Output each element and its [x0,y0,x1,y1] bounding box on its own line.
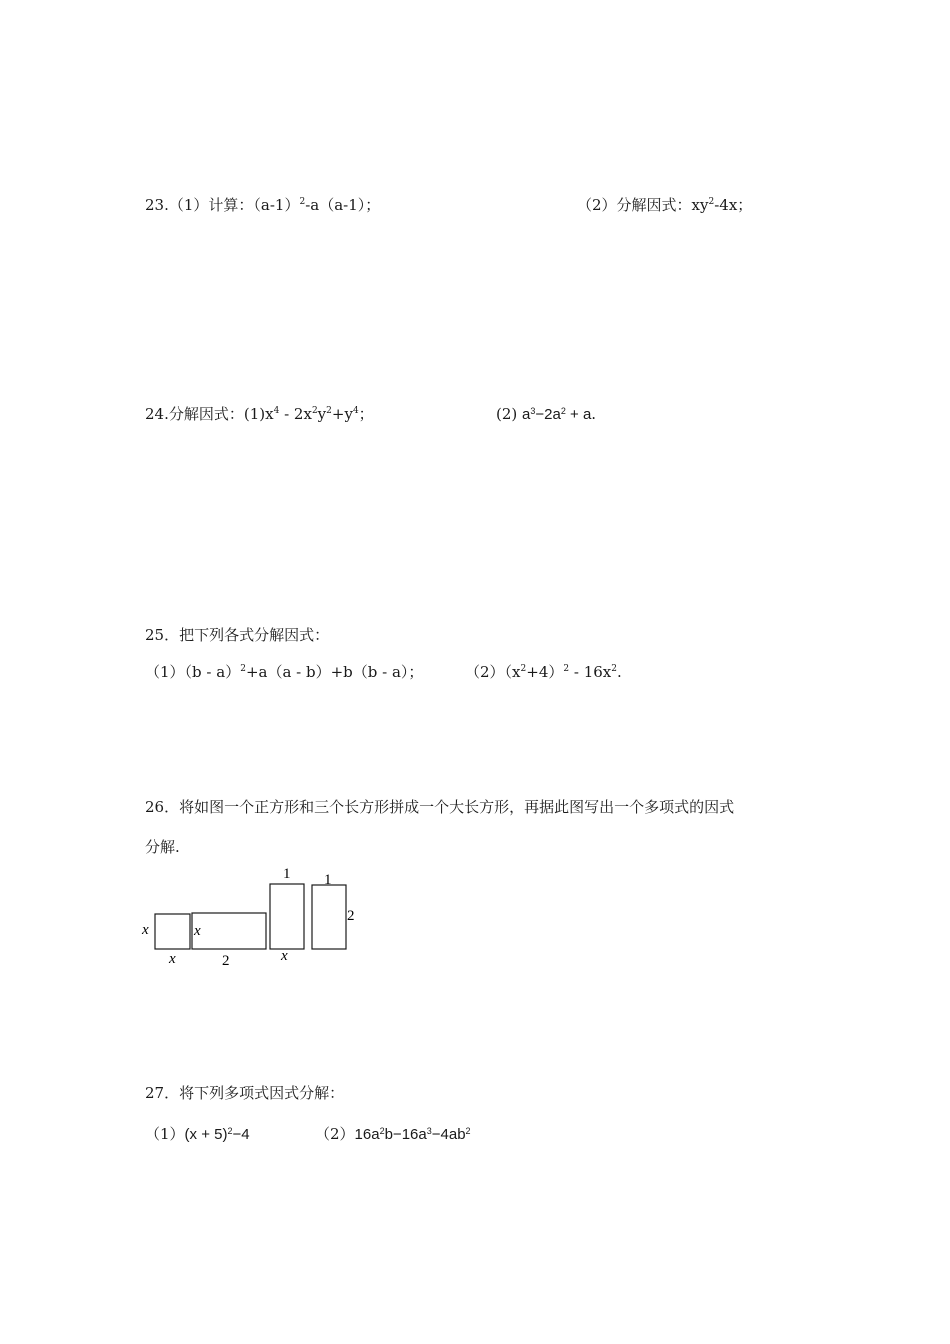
rect1-left-label: x [194,923,201,939]
question-23 [145,195,380,215]
question-27-part2: $(2)16a^2b-16a^3-4ab^2$ [315,1125,471,1143]
question-25-title: 25．把下列各式分解因式： [145,626,330,644]
question-25-part1: （1）（b - a）$^2$+a（a - b）+b（b - a）； [145,663,424,681]
question-27-part1: $(1)(x + 5)^2-4$ [145,1125,250,1143]
rect2-top-label: 1 [283,866,291,882]
rect2-bottom-label: x [281,948,288,964]
question-26-text-line1: 26．将如图一个正方形和三个长方形拼成一个大长方形，再据此图写出一个多项式的因式 [145,798,735,816]
question-number: 24. [145,405,169,423]
square-left-label: x [142,922,149,938]
question-24-part2: (2) $a^3-2a^2 + a$. [496,405,597,423]
q24-part1: $(1)x^4 - 2x^2y^2+y^4$； [243,405,374,423]
rect3-top-label: 1 [324,872,332,888]
rect1-bottom-label: 2 [222,953,230,969]
question-number: 23. [145,196,169,214]
rectangles-figure [138,862,370,970]
question-23-part2: （2）分解因式：$xy^2-4x$； [577,196,753,214]
rectangle-1-by-x [270,884,304,949]
rectangle-1-by-2 [312,885,346,949]
q23-part1: （1）计算：$(a-1)^2-a(a-1)$； [168,196,381,214]
question-25-part2: $(2)(x^2+4)^2 - 16x^2$. [465,663,622,681]
rect3-right-label: 2 [347,908,355,924]
square-bottom-label: x [169,951,176,967]
question-26-text-line2: 分解. [145,838,180,856]
question-27-title: 27．将下列多项式因式分解： [145,1084,345,1102]
question-24: 24.分解因式：$(1)x^4 - 2x^2y^2+y^4$； [145,405,374,423]
square-x-by-x [155,914,190,949]
rectangle-x-by-2 [192,913,266,949]
